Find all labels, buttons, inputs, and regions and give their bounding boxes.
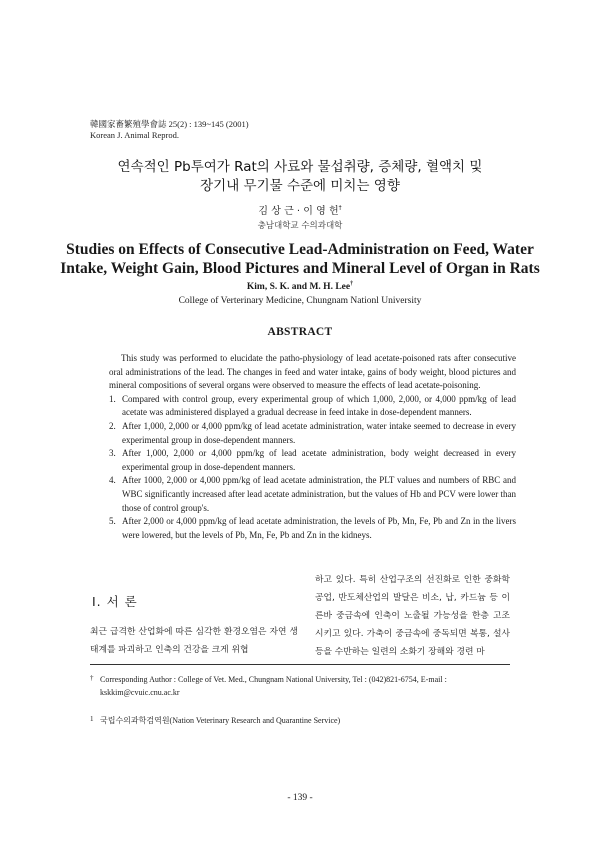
journal-header	[90, 119, 249, 141]
english-title-line1: Studies on Effects of Consecutive Lead-Administration on Feed, Water	[66, 241, 534, 258]
page-number: - 139 -	[287, 793, 313, 803]
abstract-findings-list	[109, 393, 516, 543]
abstract-item-text: After 1000, 2,000 or 4,000 ppm/kg of lead acetate administration, the PLT values and numbers of RBC and WBC significantly increased after lead acetate administration, but the values of Hb and PCV were lower than those of control group's.	[122, 475, 516, 513]
journal-citation: 韓國家畜繁殖學會誌 25(2) : 139~145 (2001)	[90, 119, 249, 129]
english-title	[40, 240, 560, 278]
footnote-affiliation	[90, 714, 515, 727]
abstract-item	[109, 420, 516, 447]
english-author-mark: †	[350, 281, 354, 287]
abstract-heading: ABSTRACT	[267, 326, 333, 338]
journal-name: Korean J. Animal Reprod.	[90, 130, 179, 140]
korean-author-mark: †	[338, 204, 342, 212]
abstract-item-text: After 1,000, 2,000 or 4,000 ppm/kg of lead acetate administration, body weight decreased in every experimental group in dose-dependent manners.	[122, 448, 516, 472]
footnote-corresponding-author	[90, 673, 515, 699]
introduction-left-column: 최근 급격한 산업화에 따른 심각한 환경오염은 자연 생태계를 파괴하고 인축의 건강을 크게 위협	[90, 627, 298, 655]
korean-authors	[0, 202, 600, 217]
abstract-item-text: After 1,000, 2,000 or 4,000 ppm/kg of lead acetate administration, water intake seemed to decrease in every experimental group in dose-dependent manners.	[122, 420, 516, 445]
introduction-heading: Ⅰ. 서 론	[92, 594, 138, 609]
korean-title	[0, 158, 600, 196]
abstract-intro: This study was performed to elucidate the patho-physiology of lead acetate-poisoned rats after consecutive oral administrations of the lead. The changes in feed and water intake, gains of body weight, blood pictures and mineral compositions of several organs were observed to measure the effects of lead acetate-poisoning.	[109, 353, 516, 391]
abstract-item-number: 2.	[109, 420, 116, 431]
abstract-item	[109, 447, 516, 474]
english-affiliation: College of Verterinary Medicine, Chungnam Nationl University	[178, 296, 422, 306]
korean-author-names: 김 상 근 · 이 영 헌	[258, 206, 339, 217]
english-author-names: Kim, S. K. and M. H. Lee	[246, 282, 351, 293]
abstract-body	[109, 352, 516, 542]
abstract-item	[109, 515, 516, 542]
footnote-divider	[90, 664, 510, 665]
abstract-item-number: 1.	[109, 393, 116, 404]
english-title-line2: Intake, Weight Gain, Blood Pictures and Mineral Level of Organ in Rats	[60, 260, 540, 277]
abstract-item	[109, 393, 516, 420]
footnote-text: 국립수의과학검역원(Nation Veterinary Research and Quarantine Service)	[100, 716, 341, 725]
abstract-item	[109, 474, 516, 515]
footnote-mark: †	[90, 674, 94, 682]
abstract-item-number: 5.	[109, 516, 116, 527]
abstract-item-number: 4.	[109, 475, 116, 486]
korean-title-line2: 장기내 무기물 수준에 미치는 영향	[200, 178, 400, 194]
abstract-item-text: After 2,000 or 4,000 ppm/kg of lead acetate administration, the levels of Pb, Mn, Fe, Pb and Zn in the livers were lowered, but the levels of Pb, Mn, Fe, Pb and Zn in the kidneys.	[122, 516, 516, 540]
footnote-text: Corresponding Author : College of Vet. Med., Chungnam National University, Tel : (042)821-6754, E-mail : kskkim@cvuic.cnu.ac.kr	[100, 675, 447, 697]
korean-title-line1: 연속적인 Pb투여가 Rat의 사료와 물섭취량, 증체량, 혈액치 및	[117, 159, 483, 175]
footnote-mark: 1	[90, 715, 94, 723]
abstract-item-text: Compared with control group, every experimental group of which 1,000, 2,000, or 4,000 ppm/kg of lead acetate was administered displayed a gradual decrease in feed intake in dose-dependent manners.	[122, 393, 516, 418]
korean-affiliation: 충남대학교 수의과대학	[257, 221, 343, 231]
english-authors	[0, 281, 600, 292]
abstract-item-number: 3.	[109, 448, 116, 459]
introduction-right-column: 하고 있다. 특히 산업구조의 선진화로 인한 중화학 공업, 반도체산업의 발달은 비소, 납, 카드늄 등 이른바 중금속에 인축이 노출될 가능성을 한층 고조시키고 있다. 가축이 중금속에 중독되면 복통, 설사 등을 수반하는 일련의 소화기 장해와 경련 마	[315, 575, 510, 657]
